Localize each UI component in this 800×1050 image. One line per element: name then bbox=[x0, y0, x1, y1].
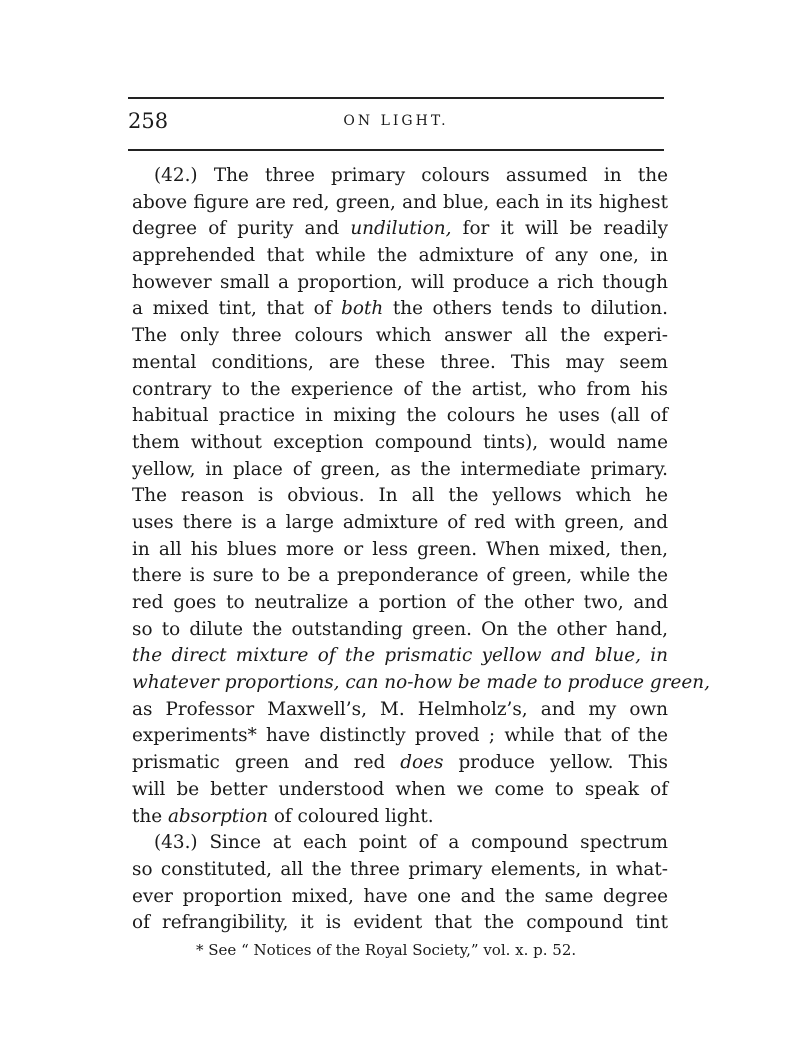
text-line bbox=[132, 163, 668, 190]
text-run: (43.) Since at each point of a compound spectrum bbox=[154, 832, 668, 854]
text-line bbox=[132, 910, 668, 937]
footnote: * See “ Notices of the Royal Society,” vol. x. p. 52. bbox=[196, 941, 577, 959]
text-line bbox=[132, 723, 668, 750]
text-run: produce yellow. This bbox=[443, 752, 668, 774]
italic-text-run: both bbox=[341, 298, 384, 320]
text-run: will be better understood when we come to speak of bbox=[132, 778, 668, 800]
text-run: them without exception compound tints), would name bbox=[132, 431, 668, 453]
text-run: (42.) The three primary colours assumed in the bbox=[154, 165, 668, 186]
text-run: habitual practice in mixing the colours he uses (all of bbox=[132, 405, 668, 427]
text-line bbox=[132, 777, 668, 804]
text-line bbox=[132, 430, 668, 457]
text-line bbox=[132, 670, 710, 697]
text-line bbox=[132, 270, 668, 297]
text-run: as Professor Maxwell’s, M. Helmholz’s, and my own bbox=[132, 698, 668, 720]
italic-text-run: does bbox=[400, 752, 444, 774]
text-line bbox=[132, 216, 668, 243]
text-run: experiments* have distinctly proved ; while that of the bbox=[132, 725, 668, 747]
text-line bbox=[132, 296, 668, 323]
text-line bbox=[132, 697, 668, 724]
text-line bbox=[132, 323, 668, 350]
text-run: contrary to the experience of the artist, who from his bbox=[132, 378, 668, 400]
italic-text-run: absorption bbox=[167, 805, 268, 827]
text-run: of coloured light. bbox=[267, 805, 434, 827]
text-line bbox=[132, 190, 668, 217]
text-run: red goes to neutralize a portion of the other two, and bbox=[132, 592, 668, 613]
body-text bbox=[132, 163, 710, 937]
text-run: degree of purity and bbox=[132, 218, 351, 240]
text-run: in all his blues more or less green. When mixed, then, bbox=[132, 538, 668, 560]
running-title: ON LIGHT. bbox=[343, 113, 449, 129]
text-run: The only three colours which answer all the experi- bbox=[132, 325, 668, 347]
paragraph bbox=[132, 163, 710, 830]
text-line bbox=[132, 510, 668, 537]
running-head bbox=[128, 109, 664, 139]
italic-text-run: undilution, bbox=[350, 218, 452, 240]
text-run: so to dilute the outstanding green. On the other hand, bbox=[132, 618, 668, 640]
text-line bbox=[132, 403, 668, 430]
text-run: The reason is obvious. In all the yellows which he bbox=[132, 485, 668, 507]
text-line bbox=[132, 804, 668, 831]
italic-text-run: whatever proportions, can no-how be made to produce green, bbox=[132, 672, 710, 694]
text-line bbox=[132, 830, 668, 857]
page-number: 258 bbox=[128, 109, 169, 133]
text-run: of refrangibility, it is evident that the compound tint bbox=[132, 912, 668, 934]
italic-text-run: the direct mixture of the prismatic yellow and blue, in bbox=[132, 645, 668, 667]
text-run: uses there is a large admixture of red with green, and bbox=[132, 511, 668, 533]
text-run: above figure are red, green, and blue, each in its highest bbox=[132, 191, 668, 213]
text-run: yellow, in place of green, as the intermediate primary. bbox=[132, 458, 668, 480]
text-line bbox=[132, 350, 668, 377]
text-line bbox=[132, 590, 668, 617]
text-line bbox=[132, 750, 668, 777]
text-run: a mixed tint, that of bbox=[132, 298, 342, 320]
text-line bbox=[132, 643, 668, 670]
text-run: ever proportion mixed, have one and the same degree bbox=[132, 885, 668, 907]
text-line bbox=[132, 457, 668, 484]
text-line bbox=[132, 483, 668, 510]
text-run: the bbox=[132, 805, 168, 827]
text-run: mental conditions, are these three. This may seem bbox=[132, 351, 668, 373]
text-run: however small a proportion, will produce a rich though bbox=[132, 271, 668, 293]
header-bottom-rule bbox=[128, 149, 664, 151]
text-run: apprehended that while the admixture of any one, in bbox=[132, 245, 668, 267]
text-line bbox=[132, 563, 668, 590]
text-line bbox=[132, 884, 668, 911]
text-line bbox=[132, 243, 668, 270]
text-run: the others tends to dilution. bbox=[383, 298, 668, 320]
text-line bbox=[132, 857, 668, 884]
text-run: so constituted, all the three primary elements, in what- bbox=[132, 858, 668, 880]
text-run: there is sure to be a preponderance of green, while the bbox=[132, 565, 668, 587]
text-line bbox=[132, 617, 668, 644]
header-top-rule bbox=[128, 97, 664, 99]
text-line bbox=[132, 377, 668, 404]
text-run: prismatic green and red bbox=[132, 752, 401, 774]
text-run: for it will be readily bbox=[451, 218, 668, 240]
text-line bbox=[132, 537, 668, 564]
paragraph bbox=[132, 830, 668, 937]
